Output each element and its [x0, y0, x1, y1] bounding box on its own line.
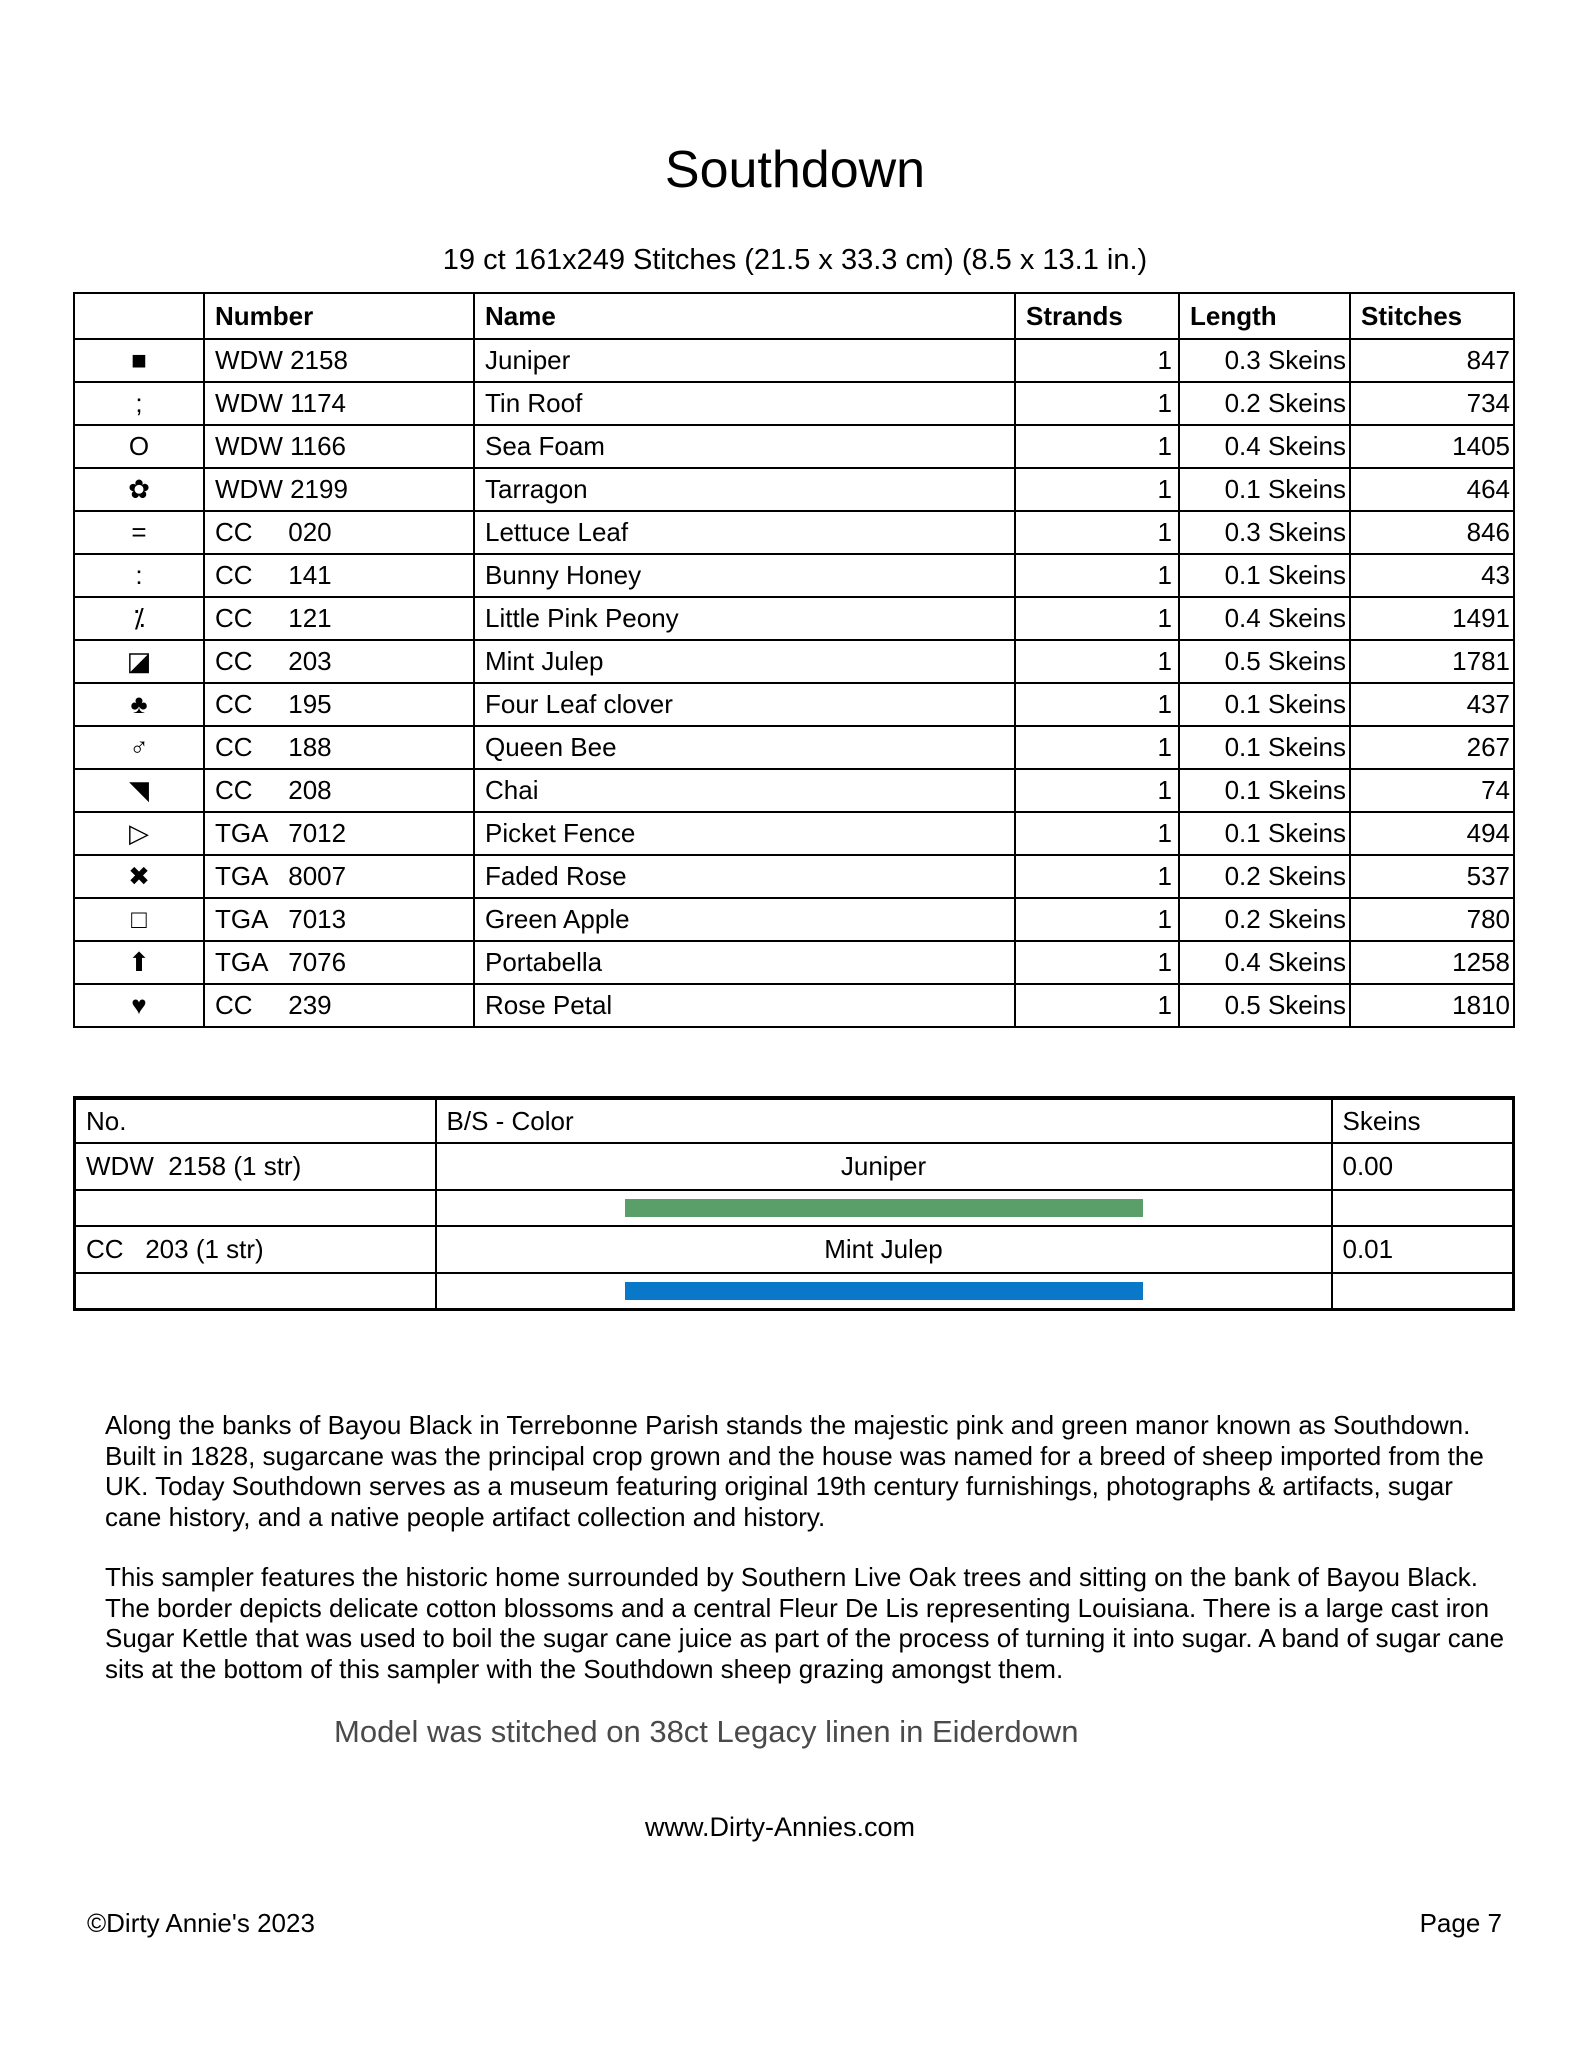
header-number: Number	[204, 293, 474, 339]
floss-stitches: 267	[1350, 726, 1514, 769]
floss-stitches: 43	[1350, 554, 1514, 597]
floss-brand: WDW	[215, 474, 283, 504]
floss-stitches: 780	[1350, 898, 1514, 941]
floss-strands: 1	[1015, 855, 1179, 898]
floss-code: 2199	[290, 474, 348, 504]
header-name: Name	[474, 293, 1015, 339]
floss-code: 1174	[290, 388, 347, 418]
floss-number	[204, 984, 474, 1027]
floss-number	[204, 554, 474, 597]
floss-row	[74, 812, 1514, 855]
line-cell	[436, 1273, 1332, 1309]
floss-code: 203	[288, 646, 332, 676]
header-stitches: Stitches	[1350, 293, 1514, 339]
floss-number	[204, 898, 474, 941]
backstitch-line-row	[75, 1273, 1514, 1309]
semicolon-icon: ;	[135, 388, 143, 418]
floss-brand: WDW	[215, 431, 283, 461]
floss-length: 0.3 Skeins	[1179, 511, 1350, 554]
floss-row	[74, 640, 1514, 683]
filled-square-icon: ■	[131, 345, 147, 375]
floss-name: Green Apple	[474, 898, 1015, 941]
floss-row	[74, 941, 1514, 984]
floss-length: 0.5 Skeins	[1179, 640, 1350, 683]
floss-row	[74, 769, 1514, 812]
half-filled-square-icon: ◪	[126, 646, 152, 676]
floss-brand: WDW	[215, 388, 283, 418]
floss-table-header	[74, 293, 1514, 339]
symbol-cell	[74, 640, 204, 683]
floss-length: 0.1 Skeins	[1179, 554, 1350, 597]
floss-code: 195	[288, 689, 332, 719]
page-number: Page 7	[1419, 1908, 1502, 1938]
empty-cell	[75, 1190, 436, 1226]
floss-number	[204, 941, 474, 984]
floss-stitches: 847	[1350, 339, 1514, 382]
floss-stitches: 1405	[1350, 425, 1514, 468]
floss-length: 0.1 Skeins	[1179, 683, 1350, 726]
header-length: Length	[1179, 293, 1350, 339]
floss-strands: 1	[1015, 597, 1179, 640]
floss-name: Portabella	[474, 941, 1015, 984]
outline-triangle-right-icon: ▷	[129, 818, 149, 848]
floss-strands: 1	[1015, 941, 1179, 984]
floss-strands: 1	[1015, 425, 1179, 468]
floss-strands: 1	[1015, 984, 1179, 1027]
floss-stitches: 537	[1350, 855, 1514, 898]
floss-row	[74, 339, 1514, 382]
floss-brand: CC	[215, 560, 253, 590]
symbol-cell	[74, 984, 204, 1027]
floss-brand: CC	[215, 732, 253, 762]
symbol-cell	[74, 425, 204, 468]
symbol-cell	[74, 855, 204, 898]
floss-code: 141	[288, 560, 332, 590]
juniper-line-swatch	[625, 1199, 1143, 1217]
header-skeins: Skeins	[1332, 1098, 1514, 1143]
copyright: ©Dirty Annie's 2023	[87, 1908, 315, 1938]
floss-code: 8007	[288, 861, 347, 891]
floss-number	[204, 468, 474, 511]
floss-brand: WDW	[215, 345, 283, 375]
floss-strands: 1	[1015, 554, 1179, 597]
floss-brand: TGA	[215, 947, 269, 977]
description-paragraph-2: This sampler features the historic home surrounded by Southern Live Oak trees and sitting on the bank of Bayou Black. The border depicts delicate cotton blossoms and a central Fleur De Lis representing Louisiana. There is a large cast iron Sugar Kettle that was used to boil the sugar cane juice as part of the process of turning it into sugar. A band of sugar cane sits at the bottom of this sampler with the Southdown sheep grazing amongst them.	[105, 1562, 1505, 1684]
floss-code: 208	[288, 775, 332, 805]
header-strands: Strands	[1015, 293, 1179, 339]
backstitch-number: CC 203 (1 str)	[75, 1226, 436, 1273]
floss-code: 2158	[290, 345, 348, 375]
floss-name: Lettuce Leaf	[474, 511, 1015, 554]
floss-name: Chai	[474, 769, 1015, 812]
floss-strands: 1	[1015, 640, 1179, 683]
floss-number	[204, 683, 474, 726]
symbol-cell	[74, 339, 204, 382]
floss-brand: CC	[215, 603, 253, 633]
floss-number	[204, 812, 474, 855]
backstitch-skeins: 0.01	[1332, 1226, 1514, 1273]
backstitch-number: WDW 2158 (1 str)	[75, 1143, 436, 1190]
floss-length: 0.4 Skeins	[1179, 941, 1350, 984]
corner-triangle-icon: ◥	[129, 775, 149, 805]
floss-number	[204, 726, 474, 769]
quatrefoil-icon: ✖	[128, 861, 150, 891]
floss-stitches: 464	[1350, 468, 1514, 511]
floss-brand: CC	[215, 775, 253, 805]
floss-stitches: 1810	[1350, 984, 1514, 1027]
backstitch-line-row	[75, 1190, 1514, 1226]
outline-square-icon: □	[131, 904, 147, 934]
floss-name: Rose Petal	[474, 984, 1015, 1027]
floss-code: 7013	[288, 904, 347, 934]
equals-icon: =	[131, 517, 147, 547]
floss-stitches: 734	[1350, 382, 1514, 425]
backstitch-table	[73, 1096, 1515, 1311]
pattern-size-subtitle: 19 ct 161x249 Stitches (21.5 x 33.3 cm) (8.5 x 13.1 in.)	[442, 244, 1148, 276]
floss-length: 0.2 Skeins	[1179, 382, 1350, 425]
empty-cell	[1332, 1190, 1514, 1226]
heart-icon: ♥	[131, 990, 147, 1020]
floss-number	[204, 339, 474, 382]
header-no: No.	[75, 1098, 436, 1143]
male-sign-icon: ♂	[129, 732, 149, 762]
model-note: Model was stitched on 38ct Legacy linen in Eiderdown	[334, 1714, 1079, 1749]
floss-length: 0.4 Skeins	[1179, 597, 1350, 640]
backstitch-table-header	[75, 1098, 1514, 1143]
floss-name: Tin Roof	[474, 382, 1015, 425]
floss-name: Four Leaf clover	[474, 683, 1015, 726]
symbol-cell	[74, 382, 204, 425]
floss-strands: 1	[1015, 382, 1179, 425]
symbol-cell	[74, 554, 204, 597]
floss-name: Mint Julep	[474, 640, 1015, 683]
floss-name: Queen Bee	[474, 726, 1015, 769]
floss-number	[204, 425, 474, 468]
floss-key-table	[73, 292, 1515, 1028]
floss-row	[74, 984, 1514, 1027]
backstitch-row	[75, 1143, 1514, 1190]
floss-name: Faded Rose	[474, 855, 1015, 898]
floss-length: 0.1 Skeins	[1179, 468, 1350, 511]
floss-row	[74, 683, 1514, 726]
colon-icon: :	[135, 560, 143, 590]
floss-stitches: 1258	[1350, 941, 1514, 984]
description-paragraph-1: Along the banks of Bayou Black in Terrebonne Parish stands the majestic pink and green manor known as Southdown. Built in 1828, sugarcane was the principal crop grown and the house was named for a breed of sheep imported from the UK. Today Southdown serves as a museum featuring original 19th century furnishings, photographs & artifacts, sugar cane history, and a native people artifact collection and history.	[105, 1410, 1484, 1532]
floss-brand: TGA	[215, 904, 269, 934]
floss-brand: TGA	[215, 861, 269, 891]
floss-number	[204, 597, 474, 640]
mushroom-icon: ⬆	[128, 947, 150, 977]
dotted-slash-icon: ⁒	[133, 603, 145, 633]
symbol-cell	[74, 941, 204, 984]
floss-row	[74, 898, 1514, 941]
floss-strands: 1	[1015, 726, 1179, 769]
backstitch-row	[75, 1226, 1514, 1273]
flower-icon: ✿	[128, 474, 150, 504]
floss-length: 0.3 Skeins	[1179, 339, 1350, 382]
floss-number	[204, 640, 474, 683]
floss-length: 0.5 Skeins	[1179, 984, 1350, 1027]
symbol-cell	[74, 597, 204, 640]
floss-number	[204, 769, 474, 812]
floss-length: 0.1 Skeins	[1179, 726, 1350, 769]
floss-row	[74, 855, 1514, 898]
floss-brand: CC	[215, 517, 253, 547]
floss-name: Juniper	[474, 339, 1015, 382]
floss-stitches: 494	[1350, 812, 1514, 855]
symbol-cell	[74, 468, 204, 511]
floss-row	[74, 468, 1514, 511]
floss-stitches: 1491	[1350, 597, 1514, 640]
empty-cell	[1332, 1273, 1514, 1309]
floss-strands: 1	[1015, 511, 1179, 554]
floss-row	[74, 382, 1514, 425]
floss-brand: CC	[215, 646, 253, 676]
floss-number	[204, 382, 474, 425]
floss-stitches: 846	[1350, 511, 1514, 554]
symbol-cell	[74, 511, 204, 554]
floss-code: 121	[288, 603, 332, 633]
floss-name: Sea Foam	[474, 425, 1015, 468]
floss-name: Bunny Honey	[474, 554, 1015, 597]
floss-code: 188	[288, 732, 332, 762]
symbol-cell	[74, 812, 204, 855]
floss-strands: 1	[1015, 339, 1179, 382]
backstitch-skeins: 0.00	[1332, 1143, 1514, 1190]
symbol-cell	[74, 898, 204, 941]
symbol-cell	[74, 769, 204, 812]
floss-strands: 1	[1015, 769, 1179, 812]
floss-length: 0.2 Skeins	[1179, 855, 1350, 898]
floss-brand: TGA	[215, 818, 269, 848]
floss-stitches: 437	[1350, 683, 1514, 726]
floss-name: Picket Fence	[474, 812, 1015, 855]
ring-icon: O	[128, 431, 150, 461]
floss-number	[204, 855, 474, 898]
backstitch-color-name: Juniper	[436, 1143, 1332, 1190]
floss-row	[74, 425, 1514, 468]
floss-row	[74, 554, 1514, 597]
floss-strands: 1	[1015, 683, 1179, 726]
floss-length: 0.1 Skeins	[1179, 812, 1350, 855]
floss-stitches: 1781	[1350, 640, 1514, 683]
floss-code: 7012	[288, 818, 347, 848]
club-icon: ♣	[130, 689, 148, 719]
header-symbol	[74, 293, 204, 339]
floss-row	[74, 511, 1514, 554]
floss-code: 239	[288, 990, 332, 1020]
floss-brand: CC	[215, 990, 253, 1020]
line-cell	[436, 1190, 1332, 1226]
floss-length: 0.1 Skeins	[1179, 769, 1350, 812]
floss-table-body	[74, 339, 1514, 1027]
floss-row	[74, 597, 1514, 640]
symbol-cell	[74, 683, 204, 726]
header-bs-color: B/S - Color	[436, 1098, 1332, 1143]
floss-row	[74, 726, 1514, 769]
floss-stitches: 74	[1350, 769, 1514, 812]
floss-brand: CC	[215, 689, 253, 719]
empty-cell	[75, 1273, 436, 1309]
floss-code: 7076	[288, 947, 347, 977]
floss-length: 0.2 Skeins	[1179, 898, 1350, 941]
backstitch-color-name: Mint Julep	[436, 1226, 1332, 1273]
floss-name: Little Pink Peony	[474, 597, 1015, 640]
website-link[interactable]: www.Dirty-Annies.com	[644, 1812, 916, 1842]
floss-name: Tarragon	[474, 468, 1015, 511]
floss-strands: 1	[1015, 898, 1179, 941]
floss-code: 020	[288, 517, 332, 547]
floss-number	[204, 511, 474, 554]
symbol-cell	[74, 726, 204, 769]
mint-julep-line-swatch	[625, 1282, 1143, 1300]
floss-strands: 1	[1015, 468, 1179, 511]
floss-strands: 1	[1015, 812, 1179, 855]
floss-length: 0.4 Skeins	[1179, 425, 1350, 468]
floss-code: 1166	[290, 431, 347, 461]
page-title: Southdown	[664, 141, 926, 199]
